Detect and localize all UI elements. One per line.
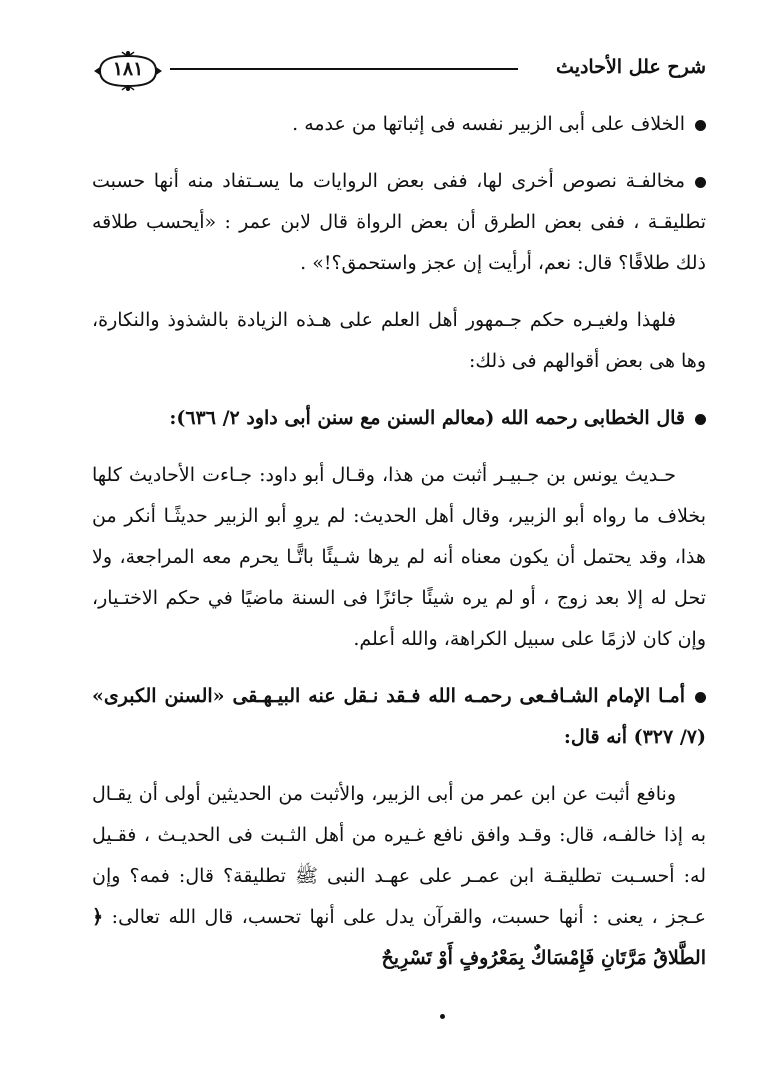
paragraph-text: مخالفـة نصوص أخرى لها، ففى بعض الروايات ما يسـتفاد منه أنها حسبت تطليقـة ، ففى بعض الطرق أن بعض الرواة قال لابن عمر : «أيحسب طلاقه ذلك طلاقًا؟ قال: نعم، أرأيت إن عجز واستحمق؟!» .: [92, 170, 706, 274]
heading-shafii: [92, 676, 706, 758]
bullet-icon: [695, 692, 706, 703]
bullet-paragraph-1: [92, 104, 706, 145]
bullet-icon: [695, 177, 706, 188]
quran-verse: ﴿ الطَّلاقُ مَرَّتَانِ فَإِمْسَاكٌ بِمَعْرُوفٍ أَوْ تَسْرِيحٌ: [92, 906, 706, 969]
paragraph-3: فلهذا ولغيـره حكم جـمهور أهل العلم على هـذه الزيادة بالشذوذ والنكارة، وها هى بعض أقوالهم فى ذلك:: [92, 309, 706, 372]
footer-dot: [440, 1014, 445, 1019]
bullet-paragraph-2: [92, 161, 706, 284]
heading-text: أمـا الإمام الشـافـعى رحمـه الله فـقد نـقل عنه البيـهـقى «السنن الكبرى» (٧/ ٣٢٧) أنه قال:: [92, 685, 706, 748]
page-number-ornament: [92, 50, 164, 92]
page-header: [92, 50, 706, 100]
heading-khattabi: [92, 398, 706, 439]
paragraph-khattabi-quote: حـديث يونس بن جـبيـر أثبت من هذا، وقـال أبو داود: جـاءت الأحاديث كلها بخلاف ما رواه أبو الزبير، وقال أهل الحديث: لم يروِ أبو الزبير حديثًـا أنكر من هذا، وقد يحتمل أن يكون معناه أنه لم يرها شـيئًا باتًّـا يحرم معه المراجعة، ولا تحل له إلا بعد زوج ، أو لم يره شيئًا جائزًا فى السنة ماضيًا في حكم الاختـيار، وإن كان لازمًا على سبيل الكراهة، والله أعلم.: [92, 464, 706, 650]
header-rule: [170, 68, 518, 70]
heading-text: قال الخطابى رحمه الله (معالم السنن مع سنن أبى داود ٢/ ٦٣٦):: [169, 407, 685, 429]
bullet-icon: [695, 120, 706, 131]
running-title: شرح علل الأحاديث: [556, 56, 706, 78]
page-body: [92, 104, 706, 995]
bullet-icon: [695, 414, 706, 425]
paragraph-text: ونافع أثبت عن ابن عمر من أبى الزبير، والأثبت من الحديثين أولى أن يقـال به إذا خالفـه، قال: وقـد وافق نافع غـيره من أهل الثـبت فى الحديـث ، فقـيل له: أحسـبت تطليقـة ابن عمـر على عهـد النبى ﷺ تطليقة؟ قال: فمه؟ وإن عـجز ، يعنى : أنها حسبت، والقرآن يدل على أنها تحسب، قال الله تعالى:: [92, 783, 706, 928]
page-number: ١٨١: [112, 58, 144, 80]
paragraph-shafii-quote: [92, 774, 706, 979]
paragraph-text: الخلاف على أبى الزبير نفسه فى إثباتها من عدمه .: [292, 113, 685, 135]
